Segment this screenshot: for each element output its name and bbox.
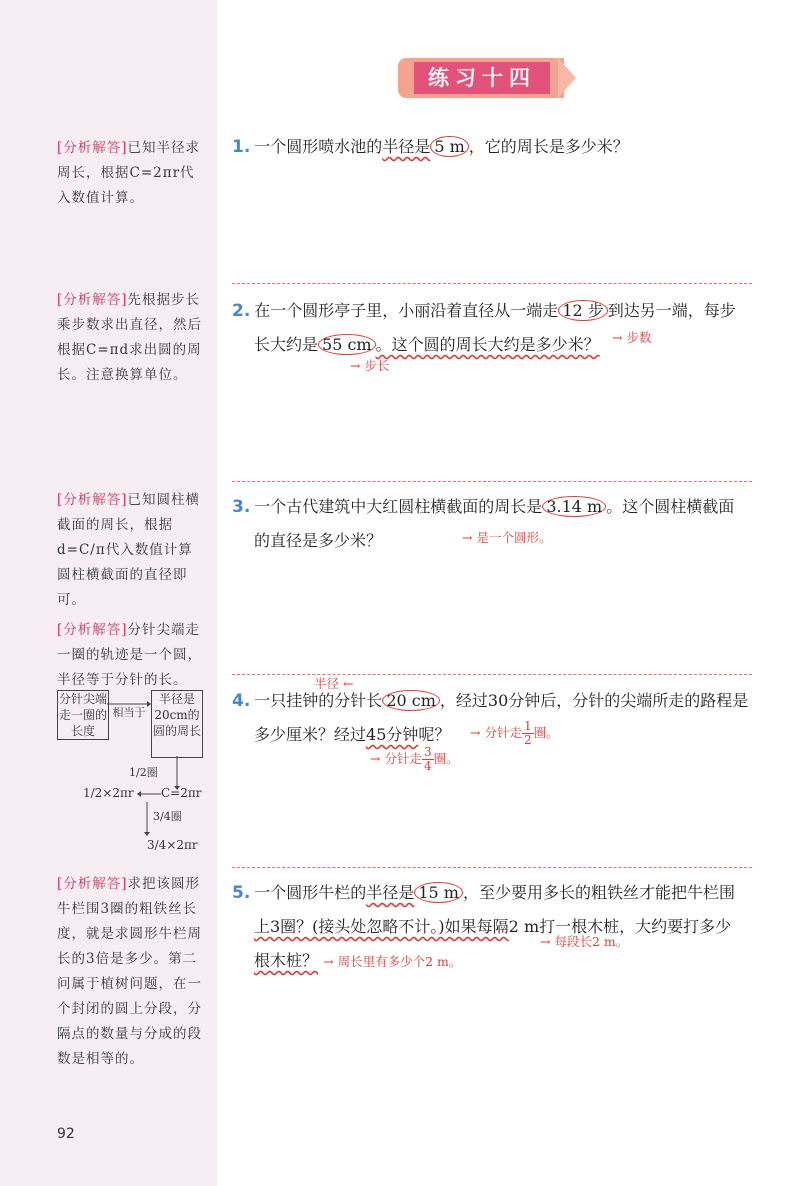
problem-2 [232,294,752,362]
diagram-box-tip-path: 分针尖端走一圈的长度 [58,692,107,738]
circled-value: 3.14 m [542,496,606,517]
problem-number: 5. [232,883,251,903]
problem-1 [232,130,752,164]
problem-3 [232,490,752,558]
diagram-arrow-right-icon [107,698,151,718]
highlight: 半径是 [382,137,431,156]
section-divider [232,674,752,675]
page-title: 练习十四 [414,62,550,94]
analysis-note-1 [57,136,207,211]
problem-text: 在一个圆形亭子里，小丽沿着直径从一端走 [254,301,559,320]
title-banner-arrow [558,58,576,98]
annotation-text: 步数 [626,330,652,345]
page-number: 92 [57,1126,75,1142]
analysis-tag: [分析解答] [57,622,128,638]
problem-text: 。这个圆柱横截面 [606,497,735,516]
fraction-numerator: 3 [423,745,432,759]
problem-line-1 [232,876,752,910]
annotation-circle-shape: → 是一个圆形。 [462,530,552,545]
annotation-segment-length: → 每段长2 m。 [540,934,629,949]
title-banner [398,58,576,98]
annotation-step-length: → 步长 [350,358,390,373]
problem-text: ，经过30分钟后，分针的尖端所走的路程是 [439,691,749,710]
diagram-arrow-down-icon [142,802,152,836]
problem-text: 。这个圆的周长大约是多少米？ [375,335,600,354]
analysis-text: 分针尖端走一圈的轨迹是一个圆，半径等于分针的长。 [57,622,202,688]
diagram-step2-label: 3/4圈 [153,810,182,823]
annotation-text: 圈。 [533,725,559,740]
problem-text: ，它的周长是多少米？ [468,137,629,156]
diagram-box-circumference: 半径是20cm的圆的周长 [151,690,203,758]
circled-value: 12 步 [558,300,607,321]
analysis-tag: [分析解答] [57,292,128,308]
annotation-text: 半径 [314,676,340,691]
highlight: 45分钟 [366,725,419,744]
problem-line-1 [232,684,752,718]
diagram-step2-result: 3/4×2πr [147,838,198,852]
analysis-diagram [57,688,217,863]
fraction [422,746,434,773]
analysis-text: 先根据步长乘步数求出直径，然后根据C=πd求出圆的周长。注意换算单位。 [57,292,202,383]
diagram-arrow-label: 相当于 [112,706,146,719]
annotation-text: 圈。 [433,751,459,766]
problem-line-1 [232,490,752,524]
problem-text: 一个圆形牛栏的 [254,883,367,902]
problem-text: 的直径是多少米？ [254,531,383,550]
problem-text: 一个圆形喷水池的 [254,137,383,156]
analysis-text: 求把该圆形牛栏围3圈的粗铁丝长度，就是求圆形牛栏周长的3倍是多少。第二问属于植树问题，在一个封闭的圆上分段，分隔点的数量与分成的段数是相等的。 [57,876,202,1067]
analysis-text: 已知半径求周长，根据C=2πr代入数值计算。 [57,140,201,206]
fraction [522,720,534,747]
diagram-arrow-left-icon [137,788,161,800]
analysis-note-5 [57,872,207,1072]
diagram-step1-label: 1/2圈 [129,766,158,779]
problem-line-3 [232,944,752,979]
section-divider [232,481,752,482]
problem-text: 多少厘米？经过 [254,725,367,744]
highlight: 半径是 [366,883,415,902]
problem-line-2 [232,910,752,944]
analysis-tag: [分析解答] [57,876,128,892]
annotation-text: 步长 [364,358,390,373]
annotation-text: 每段长2 m。 [554,934,629,949]
annotation-three-quarter-turn: → 分针走 $\frac{3}{4}$ 圈。 [370,745,459,773]
annotation-text: 分针走 [384,751,422,766]
fraction-numerator: 1 [523,719,532,733]
problem-text: 长大约是 [254,335,319,354]
problem-text: 一个古代建筑中大红圆柱横截面的周长是 [254,497,543,516]
problem-number: 1. [232,137,251,157]
fraction-denominator: 4 [423,759,432,773]
annotation-text: 是一个圆形。 [476,530,552,545]
analysis-tag: [分析解答] [57,140,128,156]
problem-text: ，至少要用多长的粗铁丝才能把牛栏围 [462,883,735,902]
problem-5 [232,876,752,979]
problem-line-2 [232,328,752,362]
problem-text: 打一根木桩，大约要打多少 [539,917,732,936]
problem-number: 4. [232,691,251,711]
problem-text: 根木桩？ [254,951,319,970]
analysis-note-2 [57,288,207,388]
problem-line-1 [232,294,752,328]
problem-text: 上3圈？(接头处忽略不计。)如果每隔 [254,917,509,936]
problem-number: 2. [232,301,251,321]
circled-value: 15 m [414,882,463,903]
annotation-half-turn: → 分针走 $\frac{1}{2}$ 圈。 [470,719,559,747]
section-divider [232,867,752,868]
analysis-note-3 [57,488,207,613]
annotation-text: 周长里有多少个2 m。 [337,954,462,969]
annotation-steps: → 步数 [612,330,652,345]
problem-text: 呢？ [418,725,451,744]
circled-value: 55 cm [318,334,376,355]
problem-number: 3. [232,497,251,517]
section-divider [232,283,752,284]
annotation-count: → 周长里有多少个2 m。 [323,954,462,969]
annotation-radius: 半径 ← [314,676,354,691]
diagram-formula: C=2πr [161,786,202,800]
circled-value: 5 m [430,136,468,157]
analysis-note-4 [57,618,207,693]
problem-text: 到达另一端，每步 [607,301,736,320]
analysis-text: 已知圆柱横截面的周长，根据d=C/π代入数值计算圆柱横截面的直径即可。 [57,492,201,608]
annotation-text: 分针走 [484,725,522,740]
highlight: 2 m [508,917,540,936]
fraction-denominator: 2 [523,733,532,747]
problem-text: 一只挂钟的分针长 [254,691,383,710]
analysis-tag: [分析解答] [57,492,128,508]
diagram-arrow-down-icon [172,756,182,790]
diagram-step1-result: 1/2×2πr [83,786,134,800]
circled-value: 20 cm [382,690,440,711]
